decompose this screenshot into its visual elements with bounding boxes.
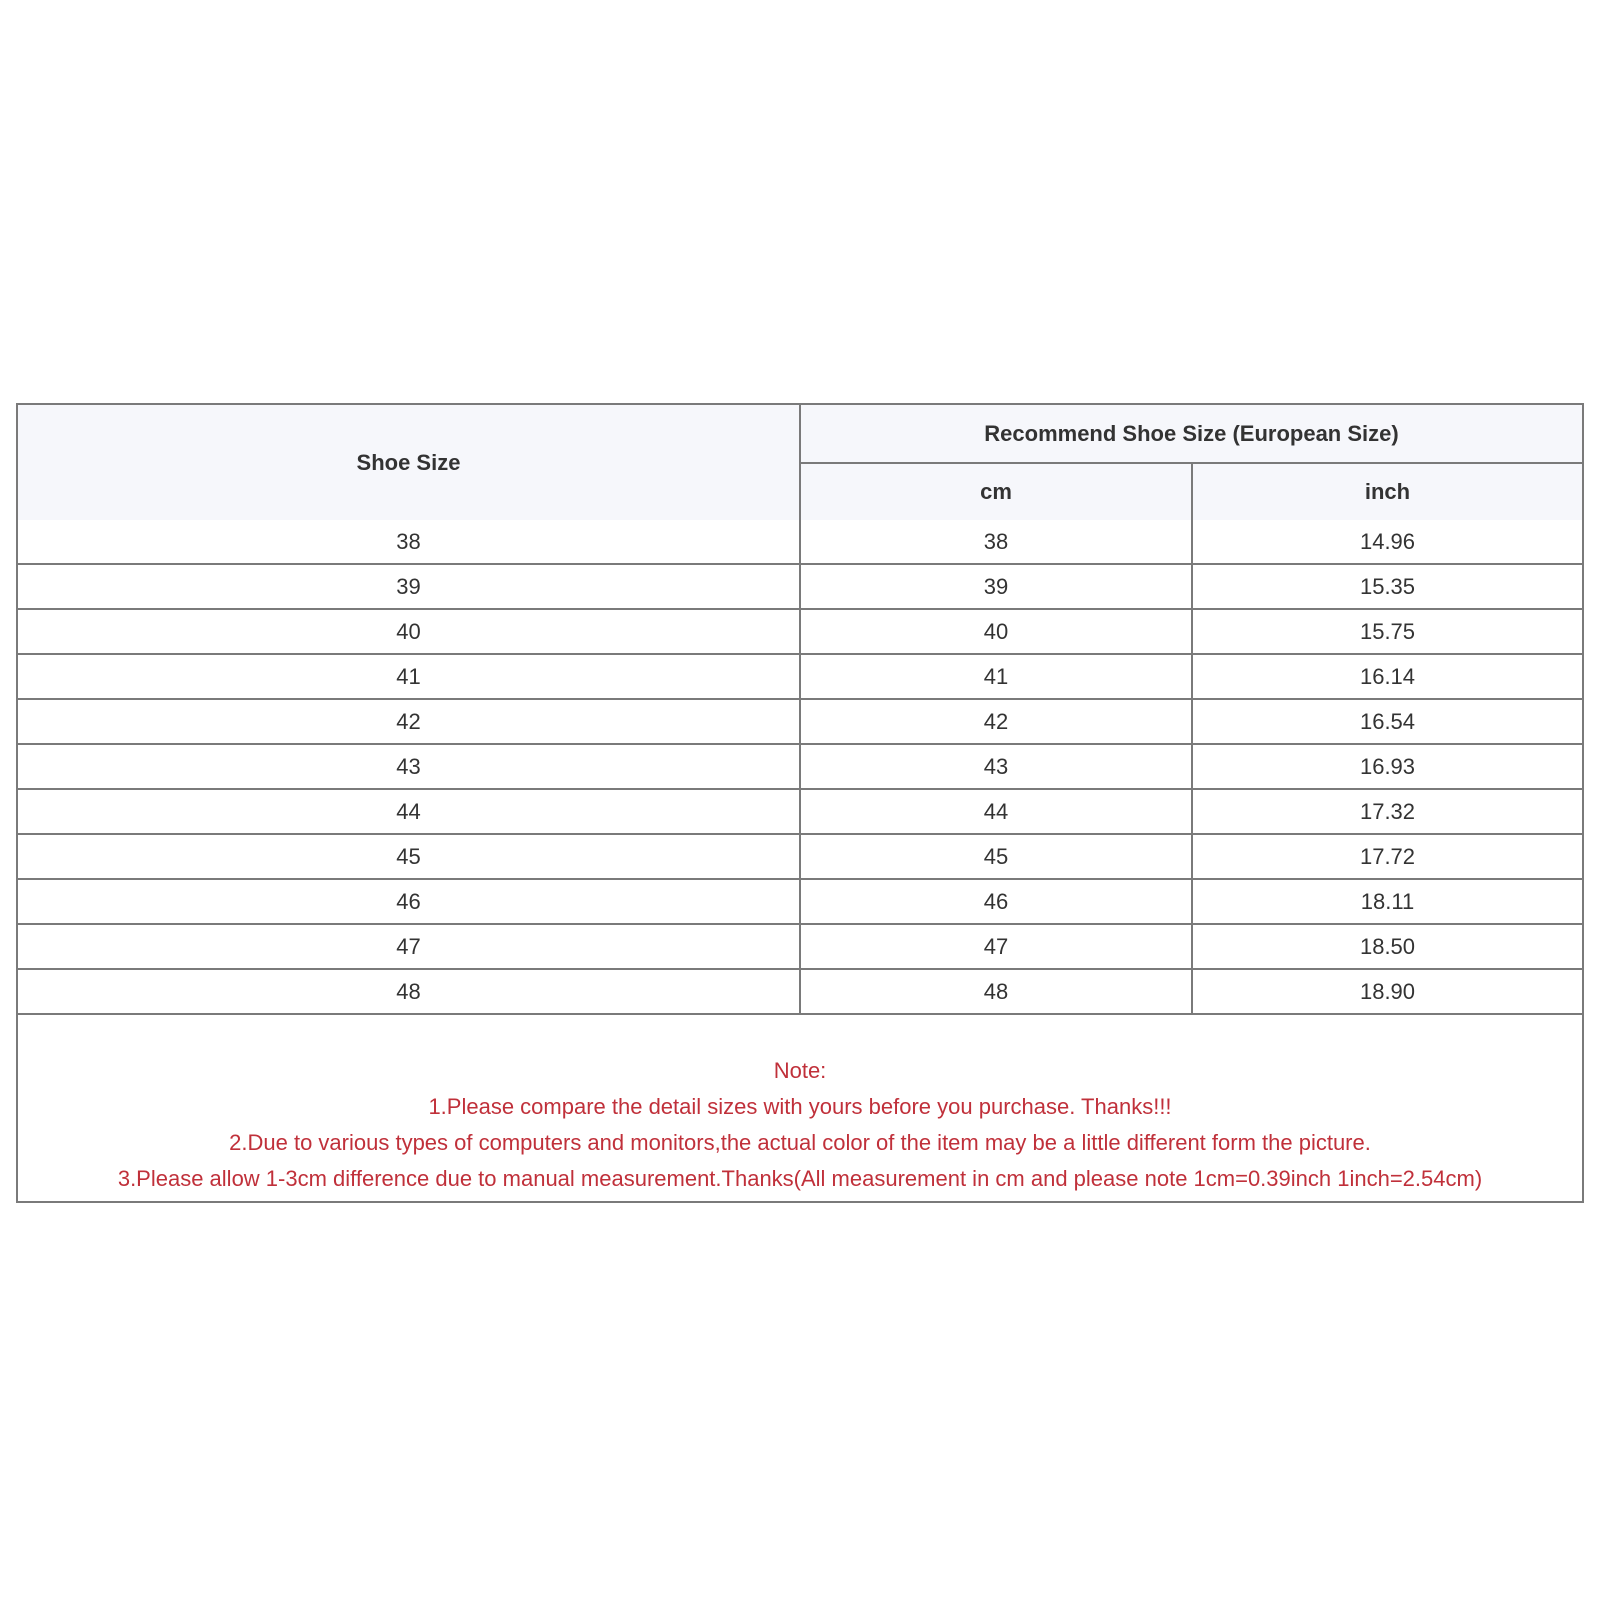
table-row [18,744,1582,789]
cm-cell: 44 [800,789,1192,834]
inch-cell: 16.93 [1192,744,1582,789]
table-header [18,405,1582,520]
cm-header: cm [800,463,1192,520]
cm-cell: 41 [800,654,1192,699]
shoe-size-cell: 44 [18,789,800,834]
shoe-size-cell: 41 [18,654,800,699]
inch-cell: 16.54 [1192,699,1582,744]
shoe-size-cell: 39 [18,564,800,609]
table-row [18,834,1582,879]
shoe-size-cell: 40 [18,609,800,654]
size-table [18,405,1582,1013]
table-row [18,564,1582,609]
note-line-3: 3.Please allow 1-3cm difference due to manual measurement.Thanks(All measurement in cm and please note 1cm=0.39inch 1inch=2.54cm) [117,1166,1483,1191]
cm-cell: 47 [800,924,1192,969]
recommend-size-header: Recommend Shoe Size (European Size) [800,405,1582,463]
table-row [18,520,1582,564]
shoe-size-cell: 42 [18,699,800,744]
table-row [18,609,1582,654]
inch-cell: 18.50 [1192,924,1582,969]
inch-cell: 14.96 [1192,520,1582,564]
cm-cell: 39 [800,564,1192,609]
shoe-size-cell: 45 [18,834,800,879]
note-title: Note: [773,1058,827,1083]
table-row [18,789,1582,834]
cm-cell: 43 [800,744,1192,789]
cm-cell: 40 [800,609,1192,654]
inch-cell: 18.90 [1192,969,1582,1013]
cm-cell: 38 [800,520,1192,564]
shoe-size-cell: 48 [18,969,800,1013]
shoe-size-cell: 43 [18,744,800,789]
table-row [18,654,1582,699]
shoe-size-cell: 46 [18,879,800,924]
inch-cell: 17.32 [1192,789,1582,834]
table-row [18,924,1582,969]
table-body [18,520,1582,1013]
inch-cell: 18.11 [1192,879,1582,924]
note-line-2: 2.Due to various types of computers and monitors,the actual color of the item may be a little different form the picture. [229,1130,1371,1155]
inch-cell: 16.14 [1192,654,1582,699]
size-chart [16,403,1584,1203]
inch-cell: 15.35 [1192,564,1582,609]
shoe-size-cell: 47 [18,924,800,969]
note-line-1: 1.Please compare the detail sizes with yours before you purchase. Thanks!!! [428,1094,1172,1119]
shoe-size-header: Shoe Size [18,405,800,520]
cm-cell: 46 [800,879,1192,924]
cm-cell: 42 [800,699,1192,744]
table-row [18,969,1582,1013]
cm-cell: 45 [800,834,1192,879]
table-row [18,879,1582,924]
inch-cell: 17.72 [1192,834,1582,879]
shoe-size-cell: 38 [18,520,800,564]
table-row [18,699,1582,744]
inch-cell: 15.75 [1192,609,1582,654]
cm-cell: 48 [800,969,1192,1013]
notes-section [18,1013,1582,1201]
inch-header: inch [1192,463,1582,520]
